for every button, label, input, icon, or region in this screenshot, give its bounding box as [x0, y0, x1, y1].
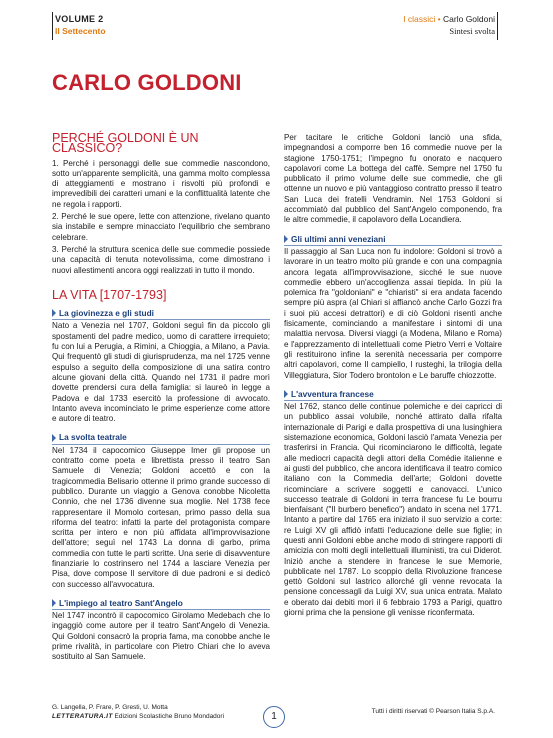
footer-rights: Tutti i diritti riservati © Pearson Italia S.p.A. [371, 708, 495, 715]
triangle-bullet-icon [52, 434, 56, 442]
footer-credits [52, 703, 224, 721]
subheading-text: La svolta teatrale [59, 432, 127, 443]
divider [52, 444, 270, 445]
header-left [55, 14, 106, 36]
header-right-rule [497, 12, 498, 40]
triangle-bullet-icon [52, 599, 56, 607]
subheading-text: La giovinezza e gli studi [59, 308, 154, 319]
subheading-svolta [52, 432, 270, 442]
footer-publisher: Edizioni Scolastiche Bruno Mondadori [114, 713, 225, 720]
header-right [403, 14, 495, 36]
paragraph: Il passaggio al San Luca non fu indolore: Goldoni si trovò a lavorare in un teatro molto più grande e con una compagnia ancora legata all'improvvisazione, sicché le sue nuove commedie ebbero un'accoglienza assai tiepida. In più la polemica fra "goldoniani" e "chiaristi" si era andata facendo sempre più aspra (al Chiari si affiancò anche Carlo Gozzi fra i suoi più accesi detrattori) e di ciò Goldoni risentì anche fisicamente, cominciando a manifestare i sintomi di una malattia nervosa. Diversi viaggi (a Modena, Milano e Roma) e l'apprezzamento di intellettuali come Pietro Verri e Voltaire gli restituirono infine la serenità necessaria per comporre altri capolavori, come Il campiello, I rusteghi, la trilogia della Villeggiatura, Sior Todero brontolon e Le baruffe chiozzotte. [284, 246, 502, 380]
divider [284, 245, 502, 246]
footer-publisher-line [52, 712, 224, 721]
breadcrumb-author: Carlo Goldoni [443, 14, 495, 24]
subheading-ultimi-anni [284, 234, 502, 244]
divider [52, 319, 270, 320]
divider [52, 609, 270, 610]
breadcrumb [403, 14, 495, 24]
section-heading-vita: LA VITA [1707-1793] [52, 287, 167, 302]
paragraph: Nel 1762, stanco delle continue polemiche e dei capricci di un pubblico assai volubile, nonché attirato dalla rifalta internazionale di Parigi e dalla prospettiva di una lusinghiera sistemazione economica, Goldoni lasciò l'amata Venezia per trasferirsi in Francia. Qui ricominciarono le difficoltà, legate alle mediocri capacità degli attori della Comédie italienne e ai gusti del pubblico, che ancora identificava il teatro comico italiano con la Commedia dell'arte; Goldoni dovette ricominciare a scrivere soggetti e canovacci. L'unico successo teatrale di Goldoni in terra francese fu Le bourru bienfaisant ("Il burbero benefico") andato in scena nel 1771. Intanto a partire dal 1765 era iniziato il suo servizio a corte: re Luigi XV gli affidò infatti l'educazione delle sue figlie; in questi anni Goldoni ebbe anche modo di stringere rapporti di amicizia con molti degli intellettuali illuministi, tra cui Diderot. Iniziò anche a stendere in francese le sue Memorie, pubblicate nel 1787. Lo scoppio della Rivoluzione francese gettò Goldoni sul lastrico allorché gli venne revocata la pensione concessagli da Luigi XV, sua unica entrata. Malato e oberato dai debiti morì il 6 febbraio 1793 a Parigi, quattro giorni prima che la pensione gli venisse riconfermata. [284, 402, 502, 618]
subheading-text: L'avventura francese [291, 388, 374, 399]
paragraph: Nel 1734 il capocomico Giuseppe Imer gli propose un contratto come poeta e librettista presso il teatro San Samuele di Venezia; Goldoni accettò e con la tragicommedia Belisario ottenne il primo grande successo di pubblico. Durante un viaggio a Genova conobbe Nicoletta Connio, che nel 1736 divenne sua moglie. Nel 1738 fece rappresentare il Momolo cortesan, primo passo della sua riforma del teatro: infatti la parte del protagonista compare scritta per intero e non più affidata all'improvvisazione dell'attore; seguì nel 1743 La donna di garbo, prima commedia con tutte le parti scritte. Una serie di disavventure finanziarie lo costrinsero nel 1744 a lasciare Venezia per Pisa, dove compose Il servitore di due padroni e si dedicò con successo all'avvocatura. [52, 445, 270, 589]
paragraph: 3. Perché la struttura scenica delle sue commedie possiede una capacità di tenuta notevolissima, come dimostrano i nuovi allestimenti ancora oggi realizzati in tutto il mondo. [52, 244, 270, 275]
subheading-giovinezza [52, 308, 270, 318]
subheading-text: L'impiego al teatro Sant'Angelo [59, 597, 183, 608]
page-number: 1 [263, 706, 285, 728]
triangle-bullet-icon [52, 309, 56, 317]
left-column [52, 133, 270, 665]
breadcrumb-separator: • [435, 14, 444, 24]
page-title: CARLO GOLDONI [52, 70, 242, 95]
section-heading-classico: PERCHÉ GOLDONI È UN CLASSICO? [52, 131, 199, 156]
paragraph: 2. Perché le sue opere, lette con attenzione, rivelano quanto sia instabile e sempre minacciato l'equilibrio che sembrano celebrare. [52, 212, 270, 242]
subheading-text: Gli ultimi anni veneziani [291, 233, 386, 244]
header-left-rule [52, 12, 53, 40]
divider [284, 400, 502, 401]
doc-type: Sintesi svolta [449, 26, 495, 36]
volume-label: VOLUME 2 [55, 14, 104, 24]
paragraph: Nel 1747 incontrò il capocomico Girolamo Medebach che lo ingaggiò come autore per il teatro Sant'Angelo di Venezia. Qui Goldoni consacrò la propria fama, ma conobbe anche le prime rivalità, in particolare con Pietro Chiari che lo aveva sostituito al San Samuele. [52, 611, 270, 662]
brand-logo: LETTERATURA.IT [52, 713, 113, 720]
paragraph: Per tacitare le critiche Goldoni lanciò una sfida, impegnandosi a comporre ben 16 commedie nuove per la stagione 1750-1751; l'impegno fu onorato e nacquero capolavori come La bottega del caffè. Sempre nel 1750 fu pubblicato il primo volume delle sue commedie, che gli ottenne un nuovo e più vantaggioso contratto presso il teatro San Luca dei fratelli Vendramin. Nel 1753 Goldoni si accommiatò dal pubblico del Sant'Angelo componendo, fra le altre commedie, il capolavoro della Locandiera. [284, 133, 502, 225]
breadcrumb-section: I classici [403, 14, 436, 24]
right-column [284, 133, 502, 620]
paragraph: Nato a Venezia nel 1707, Goldoni seguì fin da piccolo gli spostamenti del padre medico, uomo di carattere irrequieto; fu con lui a Perugia, a Rimini, a Chioggia, a Milano, a Pavia. Qui frequentò gli studi di giurisprudenza, ma nel 1725 venne espulso a seguito della composizione di una satira contro alcune giovani della città. Quando nel 1731 il padre morì dovette prendersi cura della famiglia: si laureò in legge a Padova e dal 1733 esercitò la professione di avvocato. Intanto aveva incominciato le prime esperienze come attore e autore di teatro. [52, 321, 270, 424]
paragraph: 1. Perché i personaggi delle sue commedie nascondono, sotto un'apparente semplicità, una gamma molto complessa di atteggiamenti e mostrano i risvolti più profondi e imprevedibili dei caratteri umani e la conflittualità latente che ne regola i rapporti. [52, 158, 270, 209]
triangle-bullet-icon [284, 390, 288, 398]
period-label: Il Settecento [55, 26, 106, 36]
subheading-avventura-francese [284, 389, 502, 399]
footer-authors: G. Langella, P. Frare, P. Gresti, U. Motta [52, 704, 168, 711]
triangle-bullet-icon [284, 235, 288, 243]
subheading-sant-angelo [52, 598, 270, 608]
